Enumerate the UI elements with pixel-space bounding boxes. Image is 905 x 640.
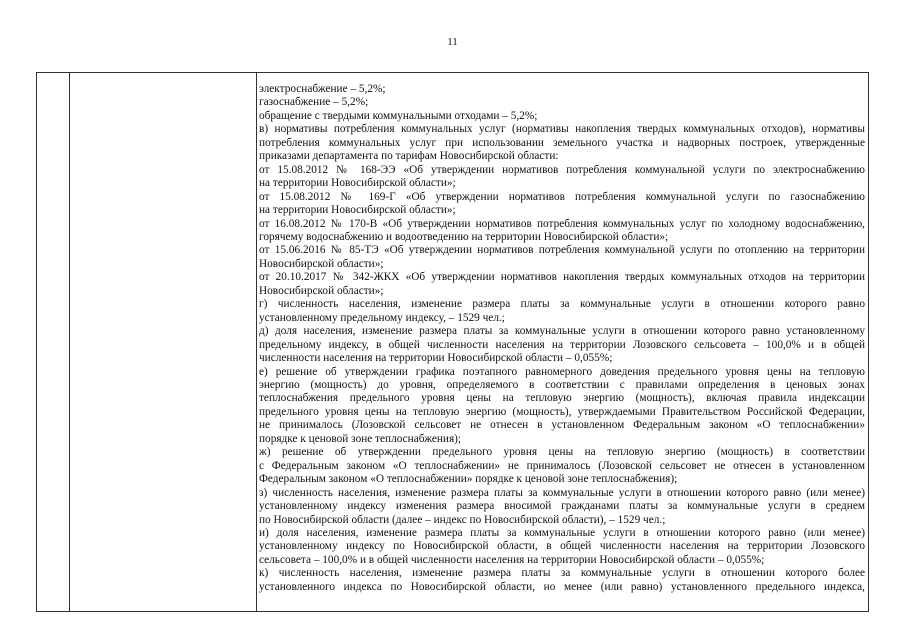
text-line: и) доля населения, изменение размера платы за коммунальные услуги в отношении которого равно (или менее) (259, 526, 865, 539)
text-line: потребления коммунальных услуг при использовании земельного участка и надворных построек, утвержденные (259, 136, 865, 149)
text-line: Федеральным законом «О теплоснабжении» порядке к ценовой зоне теплоснабжения); (259, 473, 678, 486)
text-line: к) численность населения, изменение размера платы за коммунальные услуги в отношении которого более (259, 567, 865, 580)
text-line: установленному предельному индексу, – 1529 чел.; (259, 311, 505, 324)
text-line: от 15.08.2012 № 169-Г «Об утверждении нормативов потребления коммунальной услуги по газоснабжению (259, 190, 865, 203)
text-line: Новосибирской области»; (259, 257, 384, 270)
text-line: сельсовета – 100,0% и в общей численности населения на территории Новосибирской области – 0,055%; (259, 553, 765, 566)
text-line: ж) решение об утверждении предельного уровня цены на тепловую энергию (мощность) в соответствии (259, 446, 865, 459)
text-line: горячему водоснабжению и водоотведению на территории Новосибирской области»; (259, 230, 669, 243)
text-line: обращение с твердыми коммунальными отходами – 5,2%; (259, 109, 538, 122)
text-line: газоснабжение – 5,2%; (259, 96, 369, 109)
text-line: от 15.06.2016 № 85-ТЭ «Об утверждении нормативов потребления коммунальной услуги по отоплению на территории (259, 244, 865, 257)
text-line: е) решение об утверждении графика поэтапного равномерного доведения предельного уровня цены на тепловую (259, 365, 865, 378)
text-line: установленному индексу по Новосибирской области, в общей численности населения на территории Лозовского (259, 540, 865, 553)
text-line: по Новосибирской области (далее – индекс по Новосибирской области), – 1529 чел.; (259, 513, 666, 526)
page-number: 11 (447, 36, 458, 48)
text-line: электроснабжение – 5,2%; (259, 83, 386, 95)
text-line: энергию (мощность) до уровня, определяемого в соответствии с правилами определения в ценовых зонах (259, 378, 865, 391)
text-line: приказами департамента по тарифам Новосибирской области: (259, 150, 559, 163)
text-line: г) численность населения, изменение размера платы за коммунальные услуги в отношении которого равно (259, 298, 865, 311)
text-line: з) численность населения, изменение размера платы за коммунальные услуги в отношении которого равно (или менее) (259, 486, 865, 499)
text-line: предельного уровня цены на тепловую энергию (мощность), утверждаемыми Правительством Российской Федерации, (259, 405, 865, 418)
text-line: от 15.08.2012 № 168-ЭЭ «Об утверждении нормативов потребления коммунальной услуги по электроснабжению (259, 163, 865, 176)
text-line: теплоснабжения предельного уровня цены на тепловую энергию (мощность), включая правила индексации (259, 392, 865, 405)
text-line: на территории Новосибирской области»; (259, 204, 456, 217)
text-line: в) нормативы потребления коммунальных услуг (нормативы накопления твердых коммунальных отходов), нормативы (259, 123, 865, 136)
column-divider-2 (256, 73, 257, 611)
text-line: от 20.10.2017 № 342-ЖКХ «Об утверждении нормативов накопления твердых коммунальных отходов на территории (259, 271, 865, 284)
document-table (36, 72, 869, 612)
text-line: порядке к ценовой зоне теплоснабжения); (259, 432, 462, 445)
text-line: численности населения на территории Новосибирской области – 0,055%; (259, 352, 613, 365)
text-line: д) доля населения, изменение размера платы за коммунальные услуги в отношении которого равно установленному (259, 325, 865, 338)
text-line: на территории Новосибирской области»; (259, 177, 456, 190)
text-line: с Федеральным законом «О теплоснабжении» не принималось (Лозовской сельсовет не отнесен в установленном (259, 459, 865, 472)
text-line: Новосибирской области»; (259, 284, 384, 297)
text-line: установленного индекса по Новосибирской области, но менее (или равно) установленного предельного индекса, (259, 580, 865, 593)
text-line: от 16.08.2012 № 170-В «Об утверждении нормативов потребления коммунальных услуг по холодному водоснабжению, (259, 217, 865, 230)
table-cell-text (259, 83, 865, 594)
text-line: не принималось (Лозовской сельсовет не отнесен в установленном Федеральным законом «О теплоснабжении» (259, 419, 865, 432)
column-divider-1 (69, 73, 70, 611)
text-line: предельному индексу, в общей численности населения на территории Лозовского сельсовета – 100,0% и в общей (259, 338, 865, 351)
text-line: установленному индексу изменения размера вносимой гражданами платы за коммунальные услуги в среднем (259, 500, 865, 513)
